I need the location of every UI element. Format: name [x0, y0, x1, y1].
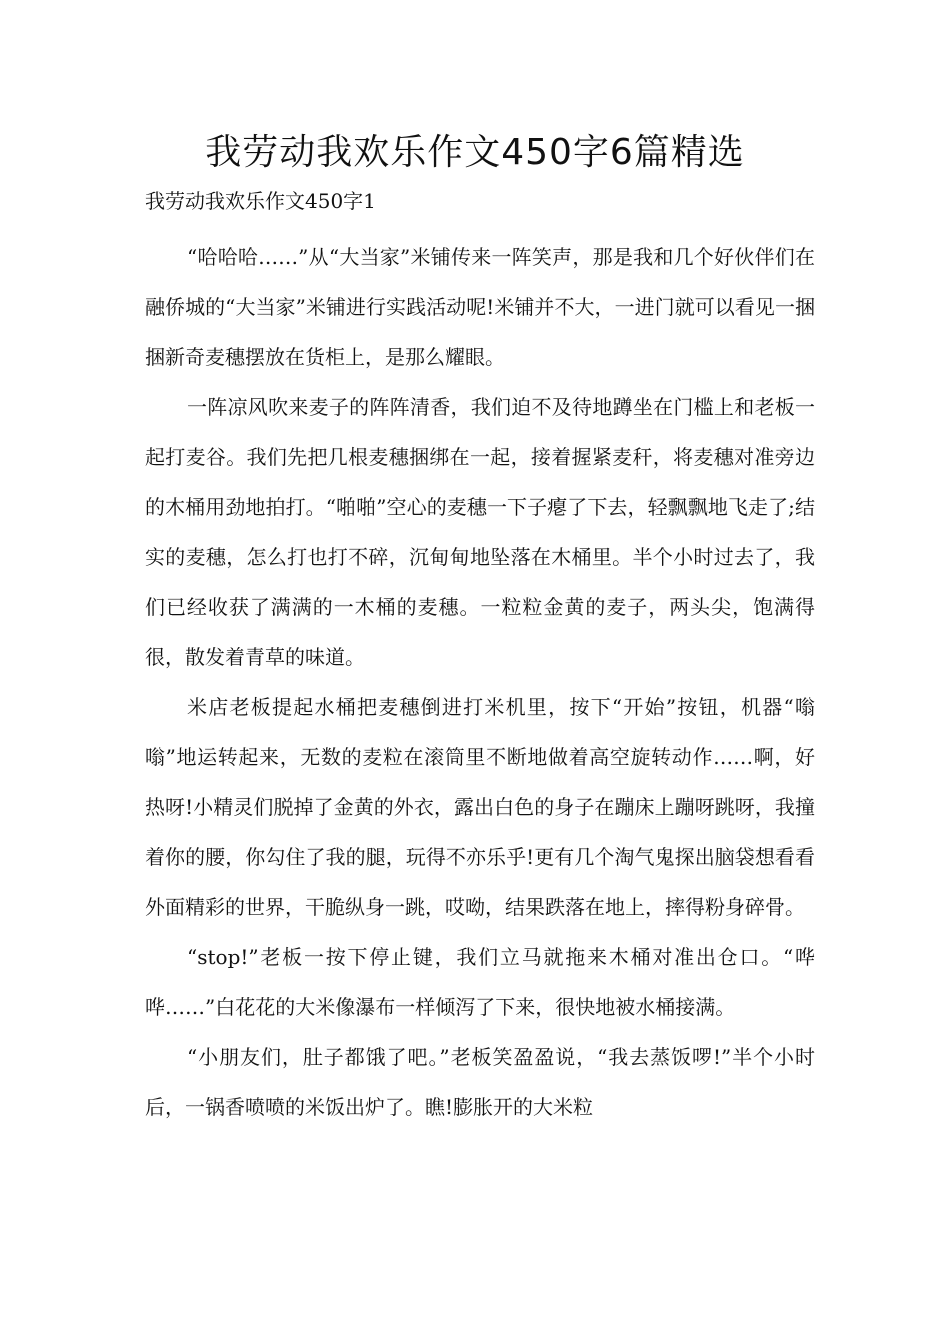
paragraph-1: “哈哈哈……”从“大当家”米铺传来一阵笑声，那是我和几个好伙伴们在融侨城的“大当家”米铺进行实践活动呢!米铺并不大，一进门就可以看见一捆捆新奇麦穗摆放在货柜上，是那么耀眼。 [145, 245, 815, 369]
article-body [145, 232, 815, 1132]
section-title: 我劳动我欢乐作文450字1 [145, 189, 376, 213]
paragraph-3: 米店老板提起水桶把麦穗倒进打米机里，按下“开始”按钮，机器“嗡嗡”地运转起来，无数的麦粒在滚筒里不断地做着高空旋转动作……啊，好热呀!小精灵们脱掉了金黄的外衣，露出白色的身子在蹦床上蹦呀跳呀，我撞着你的腰，你勾住了我的腿，玩得不亦乐乎!更有几个淘气鬼探出脑袋想看看外面精彩的世界，干脆纵身一跳，哎呦，结果跌落在地上，摔得粉身碎骨。 [145, 695, 815, 919]
paragraph-2: 一阵凉风吹来麦子的阵阵清香，我们迫不及待地蹲坐在门槛上和老板一起打麦谷。我们先把几根麦穗捆绑在一起，接着握紧麦秆，将麦穗对准旁边的木桶用劲地拍打。“啪啪”空心的麦穗一下子瘪了下去，轻飘飘地飞走了;结实的麦穗，怎么打也打不碎，沉甸甸地坠落在木桶里。半个小时过去了，我们已经收获了满满的一木桶的麦穗。一粒粒金黄的麦子，两头尖，饱满得很，散发着青草的味道。 [145, 395, 815, 669]
document-title: 我劳动我欢乐作文450字6篇精选 [205, 132, 745, 173]
paragraph-5: “小朋友们，肚子都饿了吧。”老板笑盈盈说，“我去蒸饭啰!”半个小时后，一锅香喷喷的米饭出炉了。瞧!膨胀开的大米粒 [145, 1045, 815, 1119]
paragraph-4: “stop!”老板一按下停止键，我们立马就拖来木桶对准出仓口。“哗哗……”白花花的大米像瀑布一样倾泻了下来，很快地被水桶接满。 [145, 945, 815, 1019]
